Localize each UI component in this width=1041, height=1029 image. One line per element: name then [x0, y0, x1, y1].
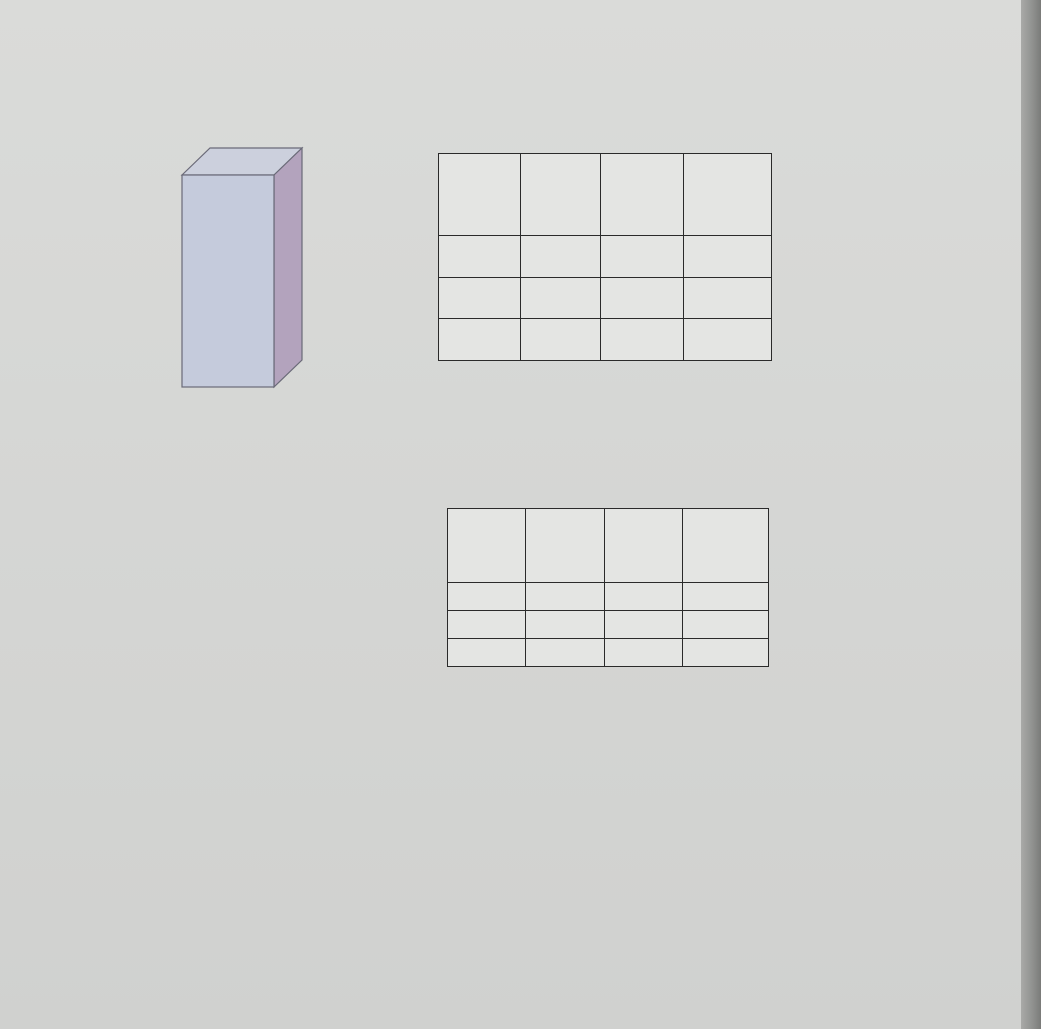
- area-table: [447, 508, 769, 667]
- cell-a[interactable]: [439, 319, 521, 361]
- cell-a[interactable]: [448, 583, 526, 611]
- box-prototype-figure: [180, 145, 340, 415]
- cell-a[interactable]: [448, 639, 526, 667]
- box-front-face: [182, 175, 274, 387]
- item-d-line-1: [28, 877, 54, 907]
- box-drawing: [180, 145, 340, 415]
- table-row: [439, 236, 772, 278]
- cell-volume: [683, 278, 771, 319]
- cell-a[interactable]: [439, 236, 521, 278]
- item-d-paragraph: [28, 877, 54, 907]
- header-cell: [439, 154, 521, 236]
- cell-h[interactable]: [604, 639, 682, 667]
- cell-h[interactable]: [604, 611, 682, 639]
- cell-b[interactable]: [520, 236, 601, 278]
- cell-volume: [683, 319, 771, 361]
- page-edge-shadow: [1021, 0, 1041, 1029]
- cell-h[interactable]: [601, 278, 684, 319]
- table-row: [448, 611, 769, 639]
- area-table-header-row: [448, 509, 769, 583]
- header-cell: [520, 154, 601, 236]
- cell-b[interactable]: [520, 319, 601, 361]
- table-row: [439, 278, 772, 319]
- cell-b[interactable]: [520, 278, 601, 319]
- volume-table: [438, 153, 772, 361]
- table-row: [439, 319, 772, 361]
- header-cell: [604, 509, 682, 583]
- box-side-face: [274, 148, 302, 387]
- header-cell: [448, 509, 526, 583]
- table-row: [448, 583, 769, 611]
- cell-b[interactable]: [526, 583, 604, 611]
- header-cell: [601, 154, 684, 236]
- volume-table-header-row: [439, 154, 772, 236]
- cell-h[interactable]: [601, 236, 684, 278]
- cell-area[interactable]: [682, 639, 768, 667]
- cell-a[interactable]: [448, 611, 526, 639]
- header-cell: [682, 509, 768, 583]
- cell-area[interactable]: [682, 611, 768, 639]
- table-row: [448, 639, 769, 667]
- cell-area[interactable]: [682, 583, 768, 611]
- cell-b[interactable]: [526, 611, 604, 639]
- header-cell: [526, 509, 604, 583]
- cell-h[interactable]: [604, 583, 682, 611]
- header-cell: [683, 154, 771, 236]
- cell-a[interactable]: [439, 278, 521, 319]
- cell-b[interactable]: [526, 639, 604, 667]
- cell-h[interactable]: [601, 319, 684, 361]
- cell-volume: [683, 236, 771, 278]
